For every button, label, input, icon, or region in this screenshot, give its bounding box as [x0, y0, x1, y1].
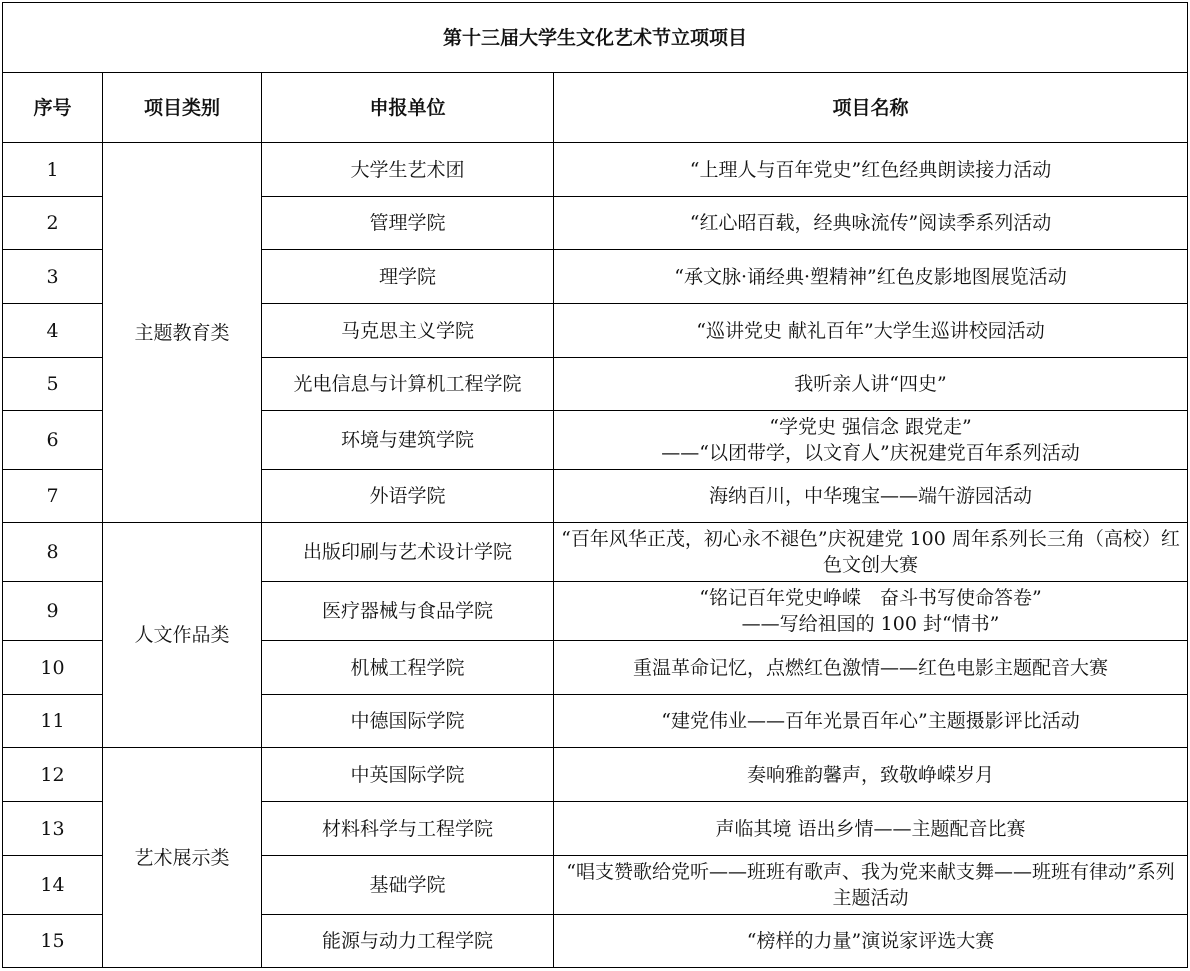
row-project: “建党伟业——百年光景百年心”主题摄影评比活动 [554, 695, 1188, 748]
row-index: 14 [3, 856, 103, 915]
row-project: “红心昭百载，经典咏流传”阅读季系列活动 [554, 197, 1188, 250]
row-index: 10 [3, 641, 103, 695]
row-unit: 材料科学与工程学院 [262, 802, 554, 856]
row-index: 13 [3, 802, 103, 856]
row-index: 4 [3, 304, 103, 358]
row-unit: 医疗器械与食品学院 [262, 582, 554, 641]
row-index: 6 [3, 411, 103, 470]
table-row [3, 523, 1188, 582]
row-index: 12 [3, 748, 103, 802]
table-row [3, 143, 1188, 197]
row-unit: 机械工程学院 [262, 641, 554, 695]
header-project: 项目名称 [554, 73, 1188, 143]
row-unit: 环境与建筑学院 [262, 411, 554, 470]
row-unit: 理学院 [262, 250, 554, 304]
table-row [3, 748, 1188, 802]
row-project: “上理人与百年党史”红色经典朗读接力活动 [554, 143, 1188, 197]
row-unit: 外语学院 [262, 470, 554, 523]
row-project: “巡讲党史 献礼百年”大学生巡讲校园活动 [554, 304, 1188, 358]
row-project: 重温革命记忆，点燃红色激情——红色电影主题配音大赛 [554, 641, 1188, 695]
row-unit: 中德国际学院 [262, 695, 554, 748]
row-index: 8 [3, 523, 103, 582]
row-project: “唱支赞歌给党听——班班有歌声、我为党来献支舞——班班有律动”系列主题活动 [554, 856, 1188, 915]
row-project: “榜样的力量”演说家评选大赛 [554, 915, 1188, 968]
row-project: 海纳百川，中华瑰宝——端午游园活动 [554, 470, 1188, 523]
row-index: 2 [3, 197, 103, 250]
row-unit: 能源与动力工程学院 [262, 915, 554, 968]
header-index: 序号 [3, 73, 103, 143]
header-row [3, 73, 1188, 143]
row-index: 9 [3, 582, 103, 641]
row-unit: 管理学院 [262, 197, 554, 250]
row-index: 5 [3, 358, 103, 411]
title-row [3, 3, 1188, 73]
table-title: 第十三届大学生文化艺术节立项项目 [3, 3, 1188, 73]
row-index: 11 [3, 695, 103, 748]
row-unit: 出版印刷与艺术设计学院 [262, 523, 554, 582]
project-table [2, 2, 1188, 968]
row-index: 1 [3, 143, 103, 197]
category-cell: 主题教育类 [103, 143, 262, 523]
row-index: 3 [3, 250, 103, 304]
row-project: 奏响雅韵馨声，致敬峥嵘岁月 [554, 748, 1188, 802]
row-project: “铭记百年党史峥嵘 奋斗书写使命答卷” ——写给祖国的 100 封“情书” [554, 582, 1188, 641]
row-unit: 大学生艺术团 [262, 143, 554, 197]
header-category: 项目类别 [103, 73, 262, 143]
row-project: 声临其境 语出乡情——主题配音比赛 [554, 802, 1188, 856]
category-cell: 人文作品类 [103, 523, 262, 748]
row-project: 我听亲人讲“四史” [554, 358, 1188, 411]
row-unit: 光电信息与计算机工程学院 [262, 358, 554, 411]
row-unit: 中英国际学院 [262, 748, 554, 802]
row-unit: 马克思主义学院 [262, 304, 554, 358]
header-unit: 申报单位 [262, 73, 554, 143]
row-index: 15 [3, 915, 103, 968]
row-project: “百年风华正茂，初心永不褪色”庆祝建党 100 周年系列长三角（高校）红色文创大赛 [554, 523, 1188, 582]
category-cell: 艺术展示类 [103, 748, 262, 968]
row-project: “承文脉·诵经典·塑精神”红色皮影地图展览活动 [554, 250, 1188, 304]
row-project: “学党史 强信念 跟党走” ——“以团带学，以文育人”庆祝建党百年系列活动 [554, 411, 1188, 470]
row-unit: 基础学院 [262, 856, 554, 915]
row-index: 7 [3, 470, 103, 523]
